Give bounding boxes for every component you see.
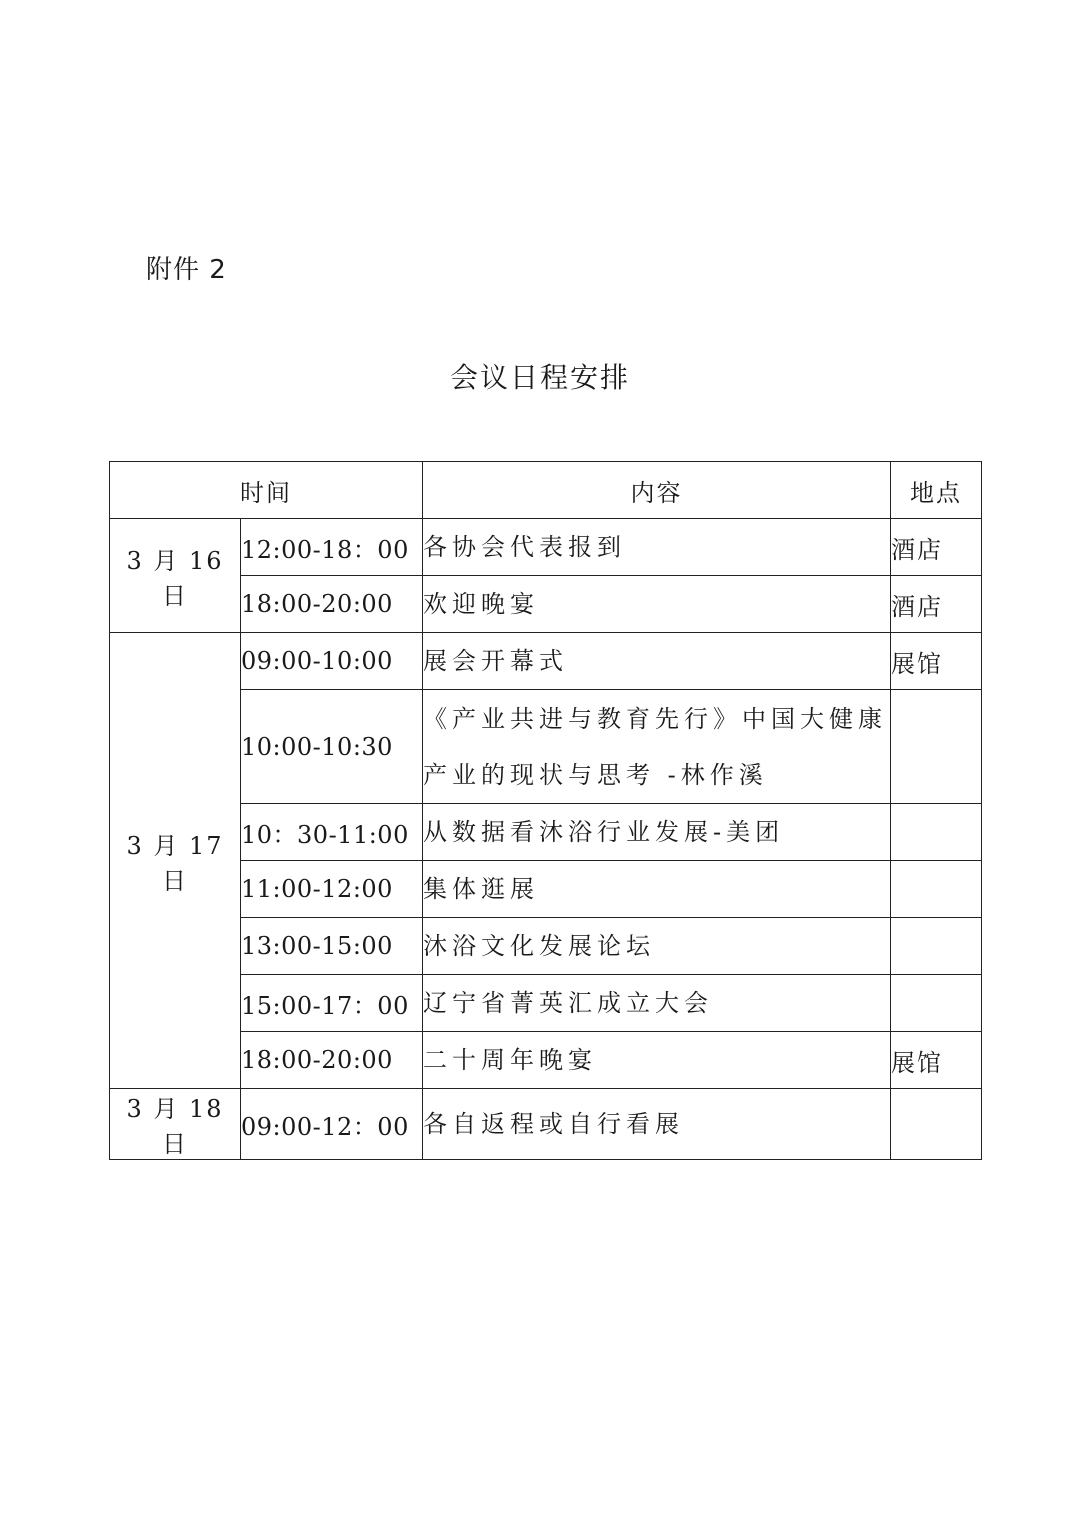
table-row bbox=[110, 918, 982, 975]
content-cell: 《产业共进与教育先行》中国大健康产业的现状与思考 -林作溪 bbox=[423, 690, 891, 804]
table-row bbox=[110, 519, 982, 576]
time-cell: 10：30-11:00 bbox=[241, 804, 423, 861]
header-content: 内容 bbox=[423, 462, 891, 519]
place-cell bbox=[891, 690, 982, 804]
time-cell: 10:00-10:30 bbox=[241, 690, 423, 804]
time-cell: 09:00-10:00 bbox=[241, 633, 423, 690]
table-header-row bbox=[110, 462, 982, 519]
document-title: 会议日程安排 bbox=[449, 361, 630, 394]
table-row bbox=[110, 1089, 982, 1160]
time-cell: 09:00-12：00 bbox=[241, 1089, 423, 1160]
place-cell bbox=[891, 918, 982, 975]
table-row bbox=[110, 1032, 982, 1089]
table-row bbox=[110, 804, 982, 861]
content-cell: 二十周年晚宴 bbox=[423, 1032, 891, 1089]
table-row bbox=[110, 690, 982, 804]
content-cell: 从数据看沐浴行业发展-美团 bbox=[423, 804, 891, 861]
time-cell: 11:00-12:00 bbox=[241, 861, 423, 918]
place-cell bbox=[891, 975, 982, 1032]
table-row bbox=[110, 861, 982, 918]
time-cell: 12:00-18：00 bbox=[241, 519, 423, 576]
date-cell: 3 月 16 日 bbox=[110, 519, 241, 633]
time-cell: 15:00-17：00 bbox=[241, 975, 423, 1032]
table-row bbox=[110, 633, 982, 690]
time-cell: 13:00-15:00 bbox=[241, 918, 423, 975]
header-place: 地点 bbox=[891, 462, 982, 519]
attachment-label: 附件 2 bbox=[146, 255, 227, 285]
schedule-table bbox=[109, 461, 982, 1160]
content-cell: 辽宁省菁英汇成立大会 bbox=[423, 975, 891, 1032]
content-cell: 集体逛展 bbox=[423, 861, 891, 918]
content-cell: 欢迎晚宴 bbox=[423, 576, 891, 633]
date-cell: 3 月 18 日 bbox=[110, 1089, 241, 1160]
content-cell: 展会开幕式 bbox=[423, 633, 891, 690]
table-row bbox=[110, 975, 982, 1032]
table-row bbox=[110, 576, 982, 633]
place-cell: 酒店 bbox=[891, 576, 982, 633]
place-cell bbox=[891, 1089, 982, 1160]
place-cell bbox=[891, 861, 982, 918]
date-cell: 3 月 17 日 bbox=[110, 633, 241, 1089]
content-cell: 各自返程或自行看展 bbox=[423, 1089, 891, 1160]
header-time: 时间 bbox=[110, 462, 423, 519]
content-cell: 各协会代表报到 bbox=[423, 519, 891, 576]
time-cell: 18:00-20:00 bbox=[241, 1032, 423, 1089]
place-cell bbox=[891, 804, 982, 861]
time-cell: 18:00-20:00 bbox=[241, 576, 423, 633]
content-cell: 沐浴文化发展论坛 bbox=[423, 918, 891, 975]
place-cell: 展馆 bbox=[891, 1032, 982, 1089]
place-cell: 展馆 bbox=[891, 633, 982, 690]
place-cell: 酒店 bbox=[891, 519, 982, 576]
